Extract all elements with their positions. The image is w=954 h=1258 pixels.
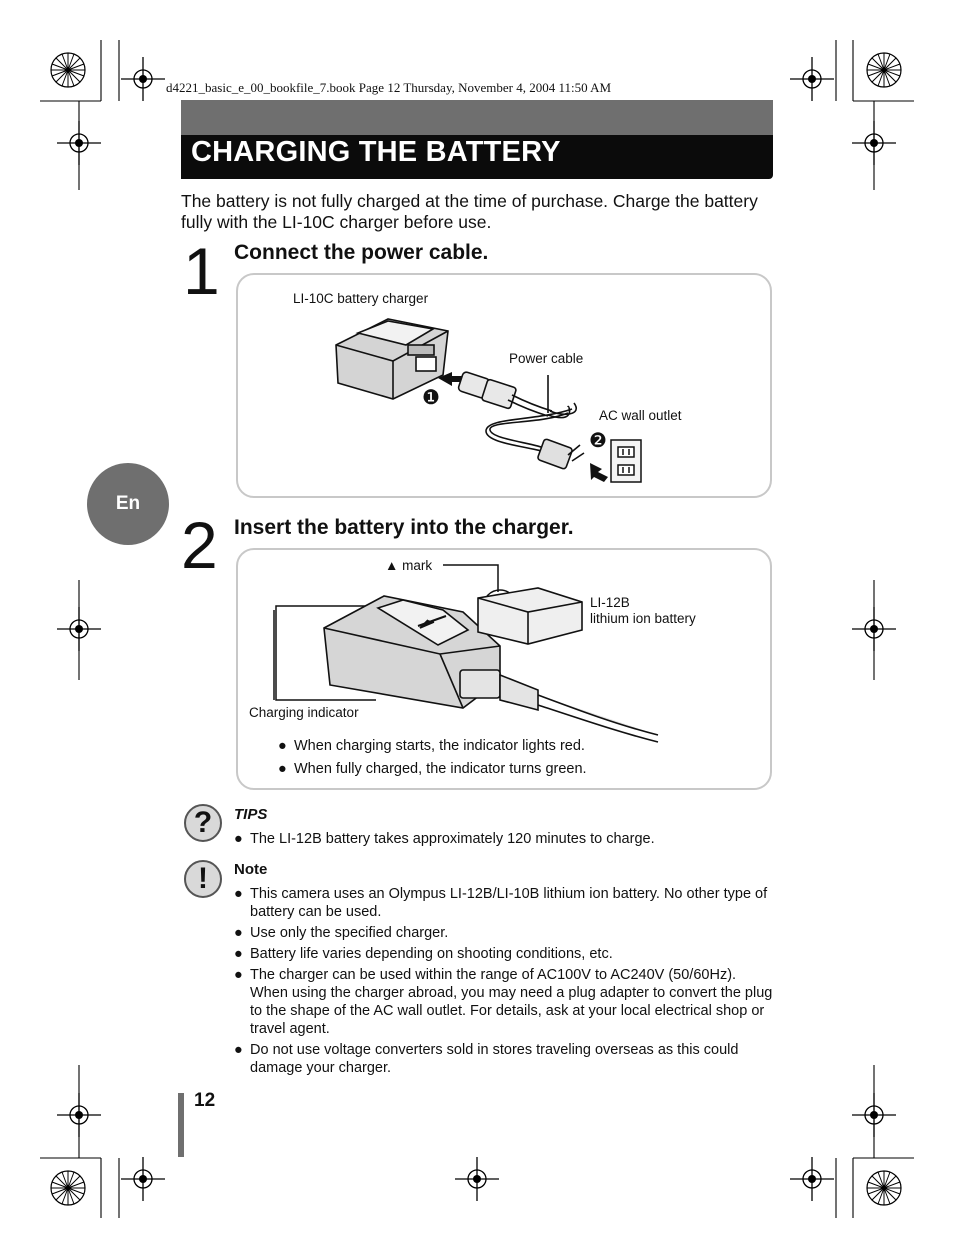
list-item xyxy=(278,760,748,778)
note-heading: Note xyxy=(234,861,268,878)
page-number: 12 xyxy=(194,1090,216,1111)
tips-heading: TIPS xyxy=(234,806,268,823)
battery-model-label: LI-12B xyxy=(590,595,630,610)
charger-label: LI-10C battery charger xyxy=(293,291,429,306)
battery-type-label: lithium ion battery xyxy=(590,611,696,626)
bullet-icon: ● xyxy=(234,1042,243,1058)
list-item-text: When charging starts, the indicator lights red. xyxy=(294,738,585,754)
charging-indicator-label: Charging indicator xyxy=(249,705,359,720)
list-item xyxy=(234,945,774,963)
title-bar-accent xyxy=(181,100,773,135)
page-title: CHARGING THE BATTERY xyxy=(191,136,561,168)
list-item xyxy=(234,924,774,942)
list-item-text: Use only the specified charger. xyxy=(250,925,449,941)
bullet-icon: ● xyxy=(234,925,243,941)
list-item-text: When fully charged, the indicator turns green. xyxy=(294,761,587,777)
step-2-title: Insert the battery into the charger. xyxy=(234,516,574,539)
power-cable-label: Power cable xyxy=(509,351,584,366)
wall-outlet-icon xyxy=(611,440,641,482)
step-1-title: Connect the power cable. xyxy=(234,241,489,264)
list-item-text: Do not use voltage converters sold in stores traveling overseas as this could damage your charger. xyxy=(250,1042,739,1076)
cable-connector-icon xyxy=(458,371,552,416)
marker-1: ❶ xyxy=(422,387,440,409)
note-list xyxy=(234,885,774,1077)
list-item xyxy=(234,1041,774,1077)
battery-icon xyxy=(478,588,582,644)
list-item xyxy=(234,830,774,848)
wall-plug-icon xyxy=(537,439,584,470)
note-exclamation-icon: ! xyxy=(184,860,222,898)
step-1-illustration-panel xyxy=(236,273,772,498)
print-header: d4221_basic_e_00_bookfile_7.book Page 12 Thursday, November 4, 2004 11:50 AM xyxy=(166,80,612,95)
list-item-text: This camera uses an Olympus LI-12B/LI-10B lithium ion battery. No other type of battery can be used. xyxy=(250,886,768,920)
tips-list xyxy=(234,830,774,848)
list-item-text: The charger can be used within the range of AC100V to AC240V (50/60Hz). When using the charger abroad, you may need a plug adapter to convert the plug to the shape of the AC wall outlet. For details, ask at your local electrical shop or travel agent. xyxy=(250,967,773,1037)
step-2-number: 2 xyxy=(181,508,218,582)
charger-cable-illustration xyxy=(238,275,770,496)
marker-2: ❷ xyxy=(589,430,607,452)
bullet-icon: ● xyxy=(278,761,287,777)
bullet-icon: ● xyxy=(234,967,243,983)
list-item-text: Battery life varies depending on shooting conditions, etc. xyxy=(250,946,613,962)
arrow-2-icon xyxy=(590,463,608,482)
bullet-icon: ● xyxy=(234,886,243,902)
language-tab: En xyxy=(87,463,169,545)
list-item xyxy=(234,885,774,921)
cable-plug-icon xyxy=(460,670,658,742)
bullet-icon: ● xyxy=(278,738,287,754)
bullet-icon: ● xyxy=(234,946,243,962)
wall-outlet-label: AC wall outlet xyxy=(599,408,682,423)
step-2-bullets xyxy=(278,737,748,778)
list-item-text: The LI-12B battery takes approximately 120 minutes to charge. xyxy=(250,831,655,847)
intro-paragraph: The battery is not fully charged at the time of purchase. Charge the battery fully with the LI-10C charger before use. xyxy=(181,191,758,232)
list-item xyxy=(234,966,774,1038)
step-2-illustration-panel xyxy=(236,548,772,790)
page-number-bar xyxy=(178,1093,184,1157)
tips-question-icon: ? xyxy=(184,804,222,842)
list-item xyxy=(278,737,748,755)
bullet-icon: ● xyxy=(234,831,243,847)
step-1-number: 1 xyxy=(183,234,220,308)
mark-label: ▲ mark xyxy=(385,558,433,573)
